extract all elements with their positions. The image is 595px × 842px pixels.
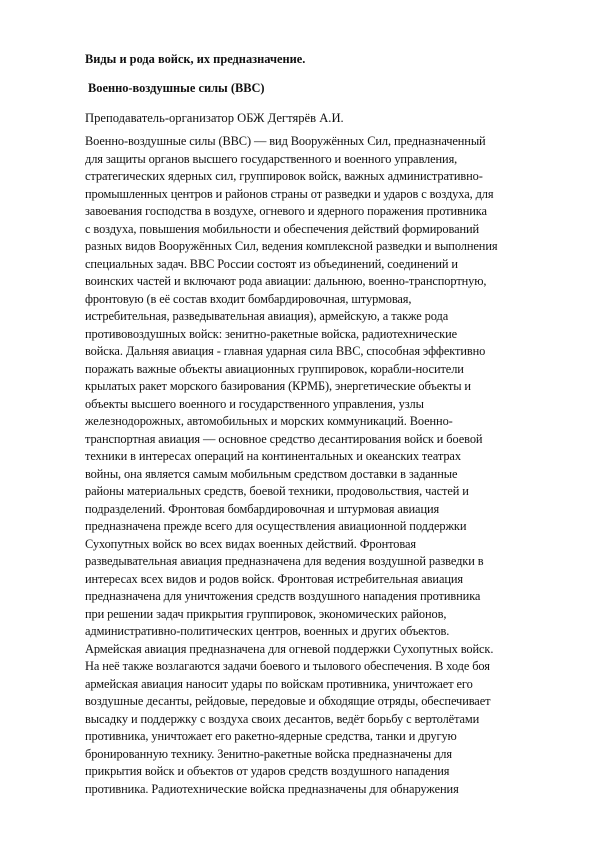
document-subtitle: Военно-воздушные силы (ВВС): [88, 81, 265, 95]
body-line: Военно-воздушные силы (ВВС) — вид Вооружённых Сил, предназначенный: [85, 134, 486, 148]
body-line: войны, она является самым мобильным средством доставки в заданные: [85, 466, 458, 481]
body-line: объекты высшего военного и государственного управления, узлы: [85, 396, 424, 411]
body-line: Сухопутных войск во всех видах военных действий. Фронтовая: [85, 536, 416, 551]
body-line: специальных задач. ВВС России состоят из объединений, соединений и: [85, 256, 458, 271]
body-line: стратегических ядерных сил, группировок войск, важных административно-: [85, 169, 483, 183]
body-line: для защиты органов высшего государственного и военного управления,: [85, 151, 458, 166]
body-text: [85, 133, 555, 798]
body-line: войска. Дальняя авиация - главная ударная сила ВВС, способная эффективно: [85, 344, 486, 358]
body-line: с воздуха, повышения мобильности и обеспечения действий формирований: [85, 221, 480, 236]
author-line: Преподаватель-организатор ОБЖ Дегтярёв А.И.: [85, 111, 344, 125]
body-line: разведывательная авиация предназначена для ведения воздушной разведки в: [85, 554, 484, 568]
body-line: На неё также возлагаются задачи боевого и тылового обеспечения. В ходе боя: [85, 659, 490, 673]
document-title: Виды и рода войск, их предназначение.: [85, 52, 306, 66]
body-line: прикрытия войск и объектов от ударов средств воздушного нападения: [85, 764, 450, 778]
body-line: противовоздушных войск: зенитно-ракетные войска, радиотехнические: [85, 326, 458, 341]
body-line: подразделений. Фронтовая бомбардировочная и штурмовая авиация: [85, 501, 440, 516]
body-line: интересах всех видов и родов войск. Фронтовая истребительная авиация: [85, 571, 464, 586]
body-line: районы материальных средств, боевой техники, продовольствия, частей и: [85, 484, 469, 498]
body-line: завоевания господства в воздухе, огневого и ядерного поражения противника: [85, 204, 487, 218]
body-line: бронированную технику. Зенитно-ракетные войска предназначены для: [85, 746, 452, 761]
body-line: транспортная авиация — основное средство десантирования войск и боевой: [85, 431, 483, 446]
body-line: поражать важные объекты авиационных группировок, корабли-носители: [85, 361, 464, 376]
body-line: при решении задач прикрытия группировок, экономических районов,: [85, 606, 447, 621]
body-line: противника. Радиотехнические войска предназначены для обнаружения: [85, 781, 459, 796]
body-line: железнодорожных, автомобильных и морских коммуникаций. Военно-: [85, 414, 453, 428]
heading-block: [85, 52, 545, 125]
body-line: разных видов Вооружённых Сил, ведения комплексной разведки и выполнения: [85, 239, 498, 253]
body-line: противника, уничтожает его ракетно-ядерные средства, танки и другую: [85, 729, 457, 743]
body-line: техники в интересах операций на континентальных и океанских театрах: [85, 449, 461, 463]
body-line: промышленных центров и районов страны от разведки и ударов с воздуха, для: [85, 186, 494, 201]
body-line: высадку и поддержку с воздуха своих десантов, ведёт борьбу с вертолётами: [85, 711, 480, 726]
body-line: армейская авиация наносит удары по войскам противника, уничтожает его: [85, 676, 473, 691]
body-line: воинских частей и включают рода авиации: дальнюю, военно-транспортную,: [85, 274, 487, 288]
body-line: предназначена прежде всего для осуществления авиационной поддержки: [85, 519, 467, 533]
body-line: крылатых ракет морского базирования (КРМБ), энергетические объекты и: [85, 379, 471, 393]
body-line: административно-политических центров, военных и других объектов.: [85, 624, 450, 638]
body-line: воздушные десанты, рейдовые, передовые и обходящие отряды, обеспечивает: [85, 694, 491, 708]
body-line: истребительная, разведывательная авиация), армейскую, а также рода: [85, 309, 449, 323]
body-line: фронтовую (в её состав входит бомбардировочная, штурмовая,: [85, 291, 412, 306]
body-line: Армейская авиация предназначена для огневой поддержки Сухопутных войск.: [85, 641, 494, 656]
body-line: предназначена для уничтожения средств воздушного нападения противника: [85, 589, 481, 603]
